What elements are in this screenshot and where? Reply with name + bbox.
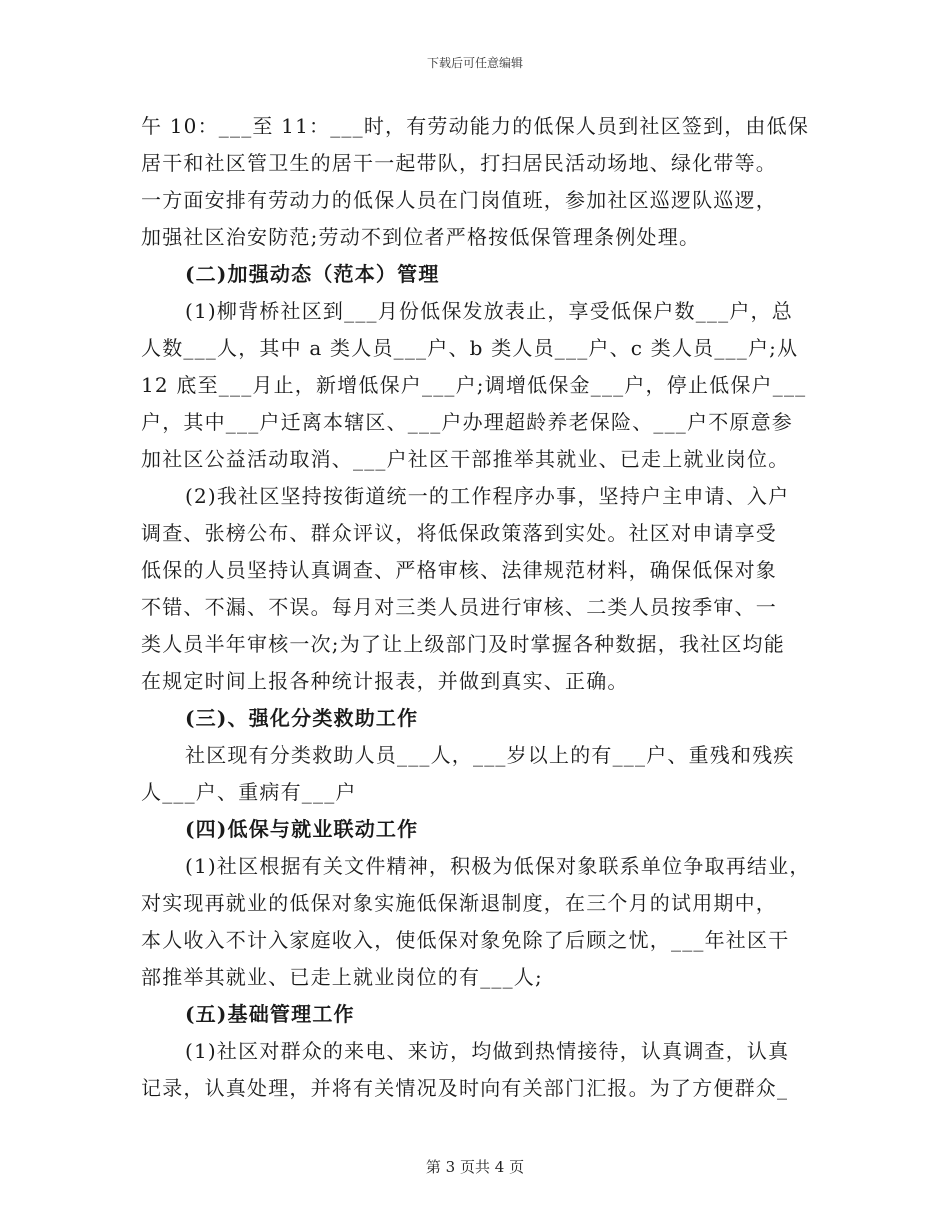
paragraph-line: 社区现有分类救助人员___人，___岁以上的有___户、重残和残疾 <box>185 743 795 767</box>
section-heading: (三)、强化分类救助工作 <box>185 706 419 730</box>
paragraph-line: 对实现再就业的低保对象实施低保渐退制度，在三个月的试用期中， <box>141 891 777 915</box>
paragraph-line: 居干和社区管卫生的居干一起带队，打扫居民活动场地、绿化带等。 <box>141 151 777 175</box>
paragraph-line: 午 10：___至 11：___时，有劳动能力的低保人员到社区签到，由低保 <box>141 114 810 138</box>
paragraph-line: 人数___人，其中 a 类人员___户、b 类人员___户、c 类人员___户;从 <box>141 336 799 360</box>
section-heading: (二)加强动态（范本）管理 <box>185 262 440 286</box>
section-heading: (四)低保与就业联动工作 <box>185 817 419 841</box>
paragraph-line: 部推举其就业、已走上就业岗位的有___人; <box>141 965 543 989</box>
paragraph-line: 加强社区治安防范;劳动不到位者严格按低保管理条例处理。 <box>141 225 701 249</box>
paragraph-line: (1)社区根据有关文件精神，积极为低保对象联系单位争取再结业， <box>185 854 811 878</box>
paragraph-line: 本人收入不计入家庭收入，使低保对象免除了后顾之忧，___年社区干 <box>141 928 790 952</box>
paragraph-line: 不错、不漏、不误。每月对三类人员进行审核、二类人员按季审、一 <box>141 595 777 619</box>
paragraph-line: 在规定时间上报各种统计报表，并做到真实、正确。 <box>141 669 629 693</box>
paragraph-line: 户，其中___户迁离本辖区、___户办理超龄养老保险、___户不原意参 <box>141 410 793 434</box>
document-body <box>141 108 821 1107</box>
paragraph-line: 类人员半年审核一次;为了让上级部门及时掌握各种数据，我社区均能 <box>141 632 785 656</box>
paragraph-line: (2)我社区坚持按街道统一的工作程序办事，坚持户主申请、入户 <box>185 484 790 508</box>
paragraph-line: 低保的人员坚持认真调查、严格审核、法律规范材料，确保低保对象 <box>141 558 777 582</box>
paragraph-line: 加社区公益活动取消、___户社区干部推举其就业、已走上就业岗位。 <box>141 447 790 471</box>
page-footer: 第 3 页共 4 页 <box>425 1158 525 1176</box>
paragraph-line: (1)社区对群众的来电、来访，均做到热情接待，认真调查，认真 <box>185 1039 790 1063</box>
paragraph-line: 记录，认真处理，并将有关情况及时向有关部门汇报。为了方便群众_ <box>141 1076 789 1100</box>
paragraph-line: (1)柳背桥社区到___月份低保发放表止，享受低保户数___户，总 <box>185 299 793 323</box>
paragraph-line: 调查、张榜公布、群众评议，将低保政策落到实处。社区对申请享受 <box>141 521 777 545</box>
section-heading: (五)基础管理工作 <box>185 1002 355 1026</box>
page-header: 下载后可任意编辑 <box>426 56 523 70</box>
paragraph-line: 12 底至___月止，新增低保户___户;调增低保金___户，停止低保户___ <box>141 373 807 397</box>
paragraph-line: 一方面安排有劳动力的低保人员在门岗值班，参加社区巡逻队巡逻， <box>141 188 777 212</box>
paragraph-line: 人___户、重病有___户 <box>141 780 357 804</box>
